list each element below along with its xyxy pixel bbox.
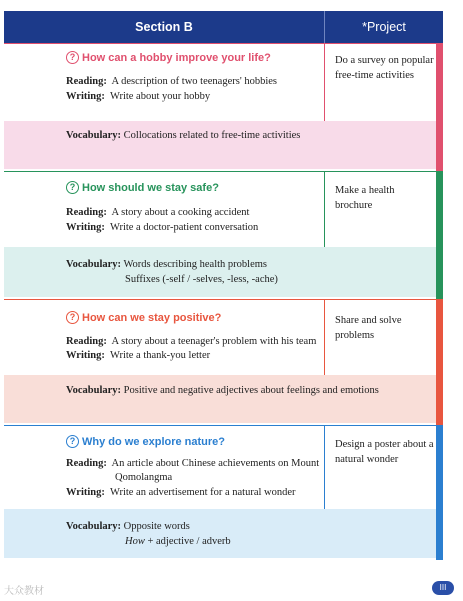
vocabulary-line: Vocabulary: Opposite words (66, 521, 190, 532)
publisher-logo: 大众教材 (4, 586, 44, 597)
question-text: How can a hobby improve your life? (82, 51, 271, 64)
question-text: How can we stay positive? (82, 311, 222, 324)
unit-row-2 (4, 171, 443, 299)
reading-line: Reading: A story about a teenager's problem with his team (66, 336, 317, 347)
question-icon: ? (66, 51, 79, 64)
unit-color-bar (436, 425, 443, 560)
question-text: How should we stay safe? (82, 181, 219, 194)
section-b-heading: Section B (135, 20, 193, 34)
reading-line: Reading: A description of two teenagers' hobbies (66, 76, 277, 87)
unit-question (66, 435, 225, 448)
project-text: Share and solve problems (335, 315, 402, 341)
unit-question (66, 51, 271, 64)
writing-line: Writing: Write a thank-you letter (66, 350, 211, 361)
vocabulary-line: Vocabulary: Words describing health problems (66, 259, 267, 270)
reading-line: Reading: A story about a cooking accident (66, 207, 250, 218)
vocabulary-band (4, 247, 436, 297)
vocabulary-line-2: Suffixes (-self / -selves, -less, -ache) (125, 274, 278, 285)
project-text: Design a poster about a natural wonder (335, 439, 434, 465)
writing-line: Writing: Write an advertisement for a natural wonder (66, 487, 296, 498)
project-text: Do a survey on popular free-time activities (335, 55, 434, 81)
question-icon: ? (66, 311, 79, 324)
vocabulary-line-2: How + adjective / adverb (125, 536, 231, 547)
reading-line: Reading: An article about Chinese achievements on Mount (66, 458, 320, 469)
question-icon: ? (66, 435, 79, 448)
unit-color-bar (436, 299, 443, 425)
unit-row-3 (4, 299, 443, 425)
question-text: Why do we explore nature? (82, 435, 226, 448)
unit-question (66, 311, 221, 324)
unit-question (66, 181, 219, 194)
vocabulary-band (4, 375, 436, 423)
project-text: Make a health brochure (335, 185, 395, 211)
writing-line: Writing: Write about your hobby (66, 91, 211, 102)
vocabulary-line: Vocabulary: Collocations related to free-time activities (66, 130, 301, 141)
vocabulary-line: Vocabulary: Positive and negative adjectives about feelings and emotions (66, 385, 379, 396)
unit-row-4 (4, 425, 443, 560)
writing-line: Writing: Write a doctor-patient conversation (66, 222, 259, 233)
project-heading: *Project (362, 20, 406, 34)
unit-row-1 (4, 43, 443, 171)
reading-line-2: Qomolangma (115, 472, 173, 483)
question-icon: ? (66, 181, 79, 194)
unit-color-bar (436, 171, 443, 299)
table-header (4, 11, 443, 43)
page-number: III (432, 581, 454, 595)
